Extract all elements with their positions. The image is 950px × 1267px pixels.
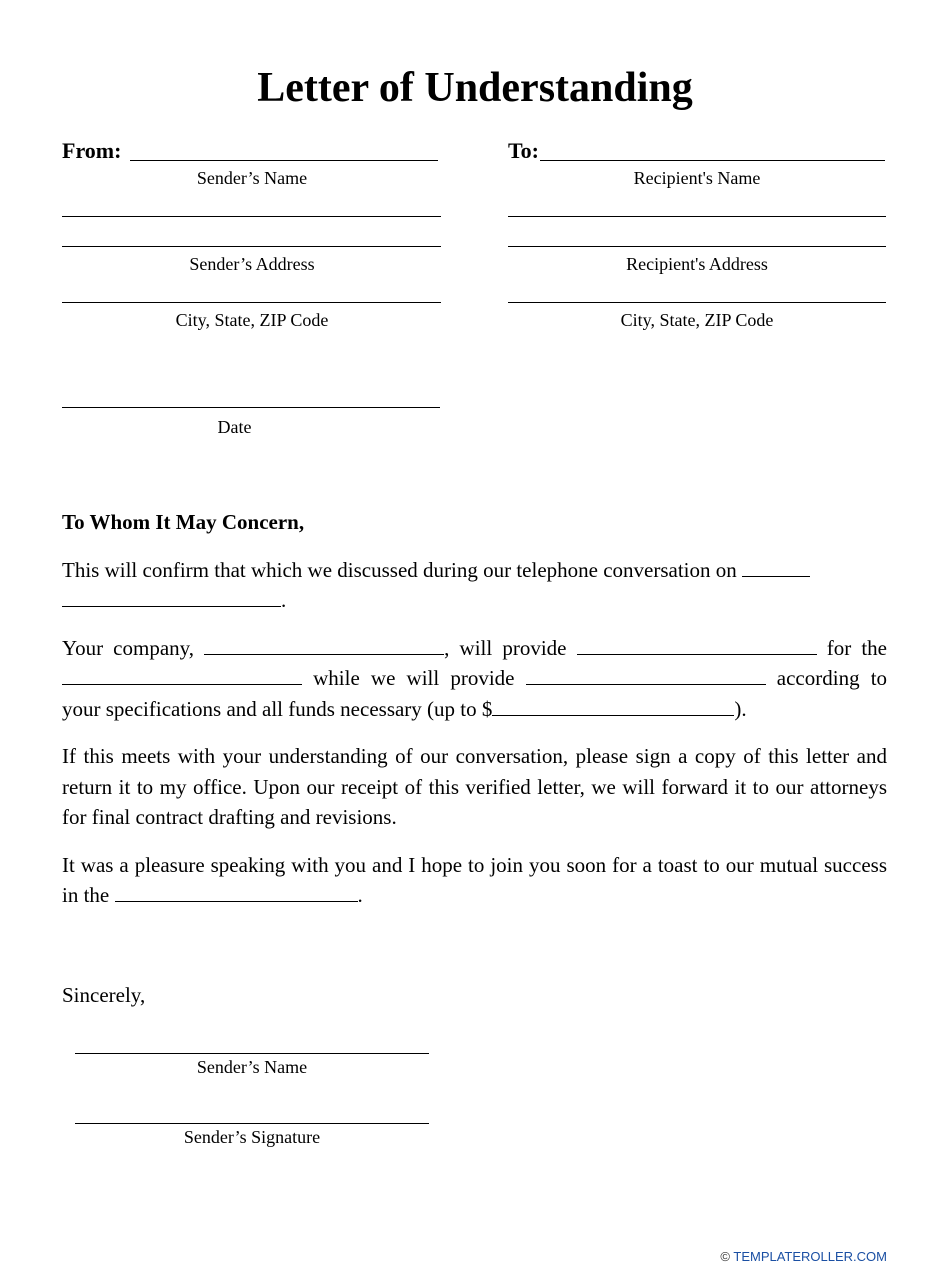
footer-brand[interactable] xyxy=(720,1249,887,1265)
paragraph-text: Your company, xyxy=(62,635,195,660)
paragraph-conversation-date xyxy=(62,555,887,616)
we-provide-blank[interactable] xyxy=(526,666,766,685)
recipient-city-caption: City, State, ZIP Code xyxy=(620,310,774,330)
recipient-address-caption: Recipient's Address xyxy=(626,254,768,274)
recipient-name-caption: Recipient's Name xyxy=(633,168,761,188)
paragraph-text: while we will provide xyxy=(313,666,515,690)
period: . xyxy=(357,883,363,907)
letter-body xyxy=(62,507,887,911)
date-caption: Date xyxy=(217,417,252,437)
closing: Sincerely, xyxy=(62,983,146,1007)
recipient-address-line-2[interactable] xyxy=(508,246,886,247)
paragraph-text: , will provide xyxy=(444,635,567,660)
signature-caption: Sender’s Signature xyxy=(183,1127,321,1147)
company-name-blank[interactable] xyxy=(204,636,444,655)
recipient-address-line-1[interactable] xyxy=(508,216,886,217)
paragraph-text: for the xyxy=(826,635,887,660)
from-label: From: xyxy=(62,138,122,163)
signature-name-line[interactable] xyxy=(75,1053,429,1054)
conversation-date-blank-2[interactable] xyxy=(62,588,281,607)
paragraph-pleasure xyxy=(62,850,887,911)
paragraph-provisions xyxy=(62,633,887,725)
paragraph-text: ). xyxy=(734,696,747,721)
signature-line[interactable] xyxy=(75,1123,429,1124)
sender-city-line[interactable] xyxy=(62,302,441,303)
funds-amount-blank[interactable] xyxy=(492,697,734,716)
success-blank[interactable] xyxy=(115,883,358,902)
purpose-blank[interactable] xyxy=(62,666,302,685)
recipient-name-line[interactable] xyxy=(540,160,885,161)
period: . xyxy=(281,588,287,612)
recipient-city-line[interactable] xyxy=(508,302,886,303)
signature-name-caption: Sender’s Name xyxy=(196,1057,308,1077)
sender-name-caption: Sender’s Name xyxy=(196,168,308,188)
paragraph-text: This will confirm that which we discussed during our telephone conversation on xyxy=(62,557,737,582)
paragraph-sign-copy: If this meets with your understanding of our conversation, please sign a copy of this letter and return it to my office. Upon our receipt of this verified letter, we will forward it to our attorneys for final contract drafting and revisions. xyxy=(62,744,887,829)
sender-address-caption: Sender’s Address xyxy=(189,254,315,274)
copyright-symbol: © xyxy=(720,1249,730,1264)
brand-link[interactable]: TEMPLATEROLLER.COM xyxy=(733,1249,887,1264)
document-title: Letter of Understanding xyxy=(257,65,693,111)
sender-name-line[interactable] xyxy=(130,160,438,161)
to-label: To: xyxy=(508,138,539,163)
paragraph-text: It was a pleasure speaking with you and I hope to join you soon for a toast to our mutual success in the xyxy=(62,852,887,907)
salutation: To Whom It May Concern, xyxy=(62,510,305,534)
sender-address-line-1[interactable] xyxy=(62,216,441,217)
conversation-date-blank-1[interactable] xyxy=(742,558,810,577)
paragraph-text: according to your specifications and all funds necessary (up to $ xyxy=(62,666,888,721)
company-provides-blank[interactable] xyxy=(577,636,817,655)
sender-city-caption: City, State, ZIP Code xyxy=(175,310,329,330)
date-line[interactable] xyxy=(62,407,440,408)
sender-address-line-2[interactable] xyxy=(62,246,441,247)
